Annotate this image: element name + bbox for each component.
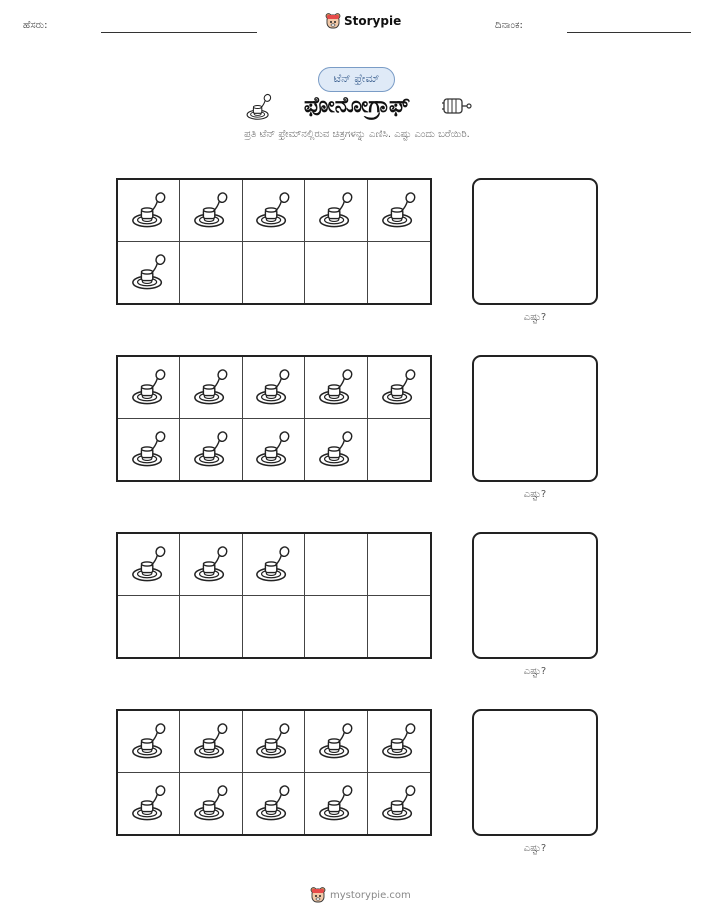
phonograph-icon <box>254 190 292 230</box>
ten-frame-cell <box>305 711 367 773</box>
date-field[interactable] <box>567 32 691 33</box>
ten-frame-cell <box>305 180 367 242</box>
ten-frame-cell <box>118 419 180 481</box>
how-many-label: ಎಷ್ಟು? <box>523 843 547 854</box>
ten-frame-cell <box>305 357 367 419</box>
phonograph-icon <box>130 429 168 469</box>
phonograph-icon <box>317 190 355 230</box>
ten-frame-cell <box>180 596 242 658</box>
name-field[interactable] <box>101 32 257 33</box>
ten-frame-cell <box>118 596 180 658</box>
phonograph-icon <box>192 190 230 230</box>
bear-logo-icon <box>310 886 326 904</box>
ten-frame-cell <box>368 180 430 242</box>
phonograph-icon <box>192 367 230 407</box>
ten-frame-cell <box>368 773 430 835</box>
ten-frame-cell <box>243 534 305 596</box>
brand-logo <box>325 12 401 30</box>
ten-frame-cell <box>368 596 430 658</box>
answer-box[interactable] <box>472 709 598 836</box>
date-label: ದಿನಾಂಕ: <box>495 20 523 31</box>
ten-frame-cell <box>368 242 430 304</box>
footer-url: mystorypie.com <box>330 889 411 901</box>
ten-frame-cell <box>243 180 305 242</box>
how-many-label: ಎಷ್ಟು? <box>523 666 547 677</box>
bear-logo-icon <box>325 12 341 30</box>
phonograph-icon <box>130 367 168 407</box>
phonograph-icon <box>130 544 168 584</box>
phonograph-icon <box>317 783 355 823</box>
worksheet-type-badge: ಟೆನ್ ಫ್ರೇಮ್ <box>318 67 395 92</box>
ten-frame-cell <box>243 357 305 419</box>
ten-frame-cell <box>243 242 305 304</box>
ten-frame-cell <box>368 711 430 773</box>
how-many-label: ಎಷ್ಟು? <box>523 312 547 323</box>
answer-box[interactable] <box>472 178 598 305</box>
phonograph-icon <box>317 429 355 469</box>
ten-frame-cell <box>118 534 180 596</box>
ten-frame-cell <box>180 534 242 596</box>
ten-frame-cell <box>118 773 180 835</box>
music-box-icon <box>440 95 472 117</box>
ten-frame-cell <box>118 711 180 773</box>
ten-frame <box>116 355 432 482</box>
ten-frame-cell <box>180 357 242 419</box>
phonograph-icon <box>380 190 418 230</box>
ten-frame-cell <box>243 711 305 773</box>
phonograph-icon <box>254 429 292 469</box>
phonograph-icon <box>192 783 230 823</box>
phonograph-icon <box>380 783 418 823</box>
phonograph-icon <box>254 721 292 761</box>
ten-frame-cell <box>243 596 305 658</box>
ten-frame-cell <box>180 242 242 304</box>
answer-box[interactable] <box>472 532 598 659</box>
ten-frame-cell <box>305 242 367 304</box>
ten-frame-cell <box>180 180 242 242</box>
ten-frame <box>116 532 432 659</box>
brand-name: Storypie <box>344 14 402 28</box>
name-label: ಹೆಸರು: <box>23 20 48 31</box>
phonograph-icon <box>254 367 292 407</box>
ten-frame-cell <box>180 773 242 835</box>
phonograph-icon <box>317 367 355 407</box>
phonograph-icon <box>130 783 168 823</box>
worksheet-title: ಫೋನೋಗ್ರಾಫ್ <box>303 93 411 118</box>
footer <box>310 886 411 904</box>
ten-frame-cell <box>118 180 180 242</box>
phonograph-icon <box>130 190 168 230</box>
ten-frame-cell <box>180 419 242 481</box>
phonograph-icon <box>380 367 418 407</box>
phonograph-icon <box>380 721 418 761</box>
ten-frame-cell <box>368 534 430 596</box>
ten-frame-cell <box>305 773 367 835</box>
ten-frame-cell <box>243 773 305 835</box>
ten-frame-cell <box>368 357 430 419</box>
ten-frame-cell <box>305 596 367 658</box>
ten-frame <box>116 709 432 836</box>
ten-frame-cell <box>243 419 305 481</box>
ten-frame-cell <box>118 242 180 304</box>
ten-frame-cell <box>118 357 180 419</box>
ten-frame-cell <box>368 419 430 481</box>
ten-frame <box>116 178 432 305</box>
instructions: ಪ್ರತಿ ಟೆನ್ ಫ್ರೇಮ್‌ನಲ್ಲಿರುವ ಚಿತ್ರಗಳನ್ನು ಎಣಿಸಿ. ಎಷ್ಟು ಎಂದು ಬರೆಯಿರಿ. <box>244 129 470 140</box>
ten-frame-cell <box>305 419 367 481</box>
phonograph-icon <box>254 783 292 823</box>
phonograph-icon <box>192 544 230 584</box>
phonograph-icon <box>192 429 230 469</box>
phonograph-icon <box>130 721 168 761</box>
ten-frame-cell <box>180 711 242 773</box>
phonograph-icon <box>130 252 168 292</box>
how-many-label: ಎಷ್ಟು? <box>523 489 547 500</box>
phonograph-icon <box>254 544 292 584</box>
answer-box[interactable] <box>472 355 598 482</box>
phonograph-icon <box>192 721 230 761</box>
ten-frame-cell <box>305 534 367 596</box>
phonograph-icon <box>317 721 355 761</box>
